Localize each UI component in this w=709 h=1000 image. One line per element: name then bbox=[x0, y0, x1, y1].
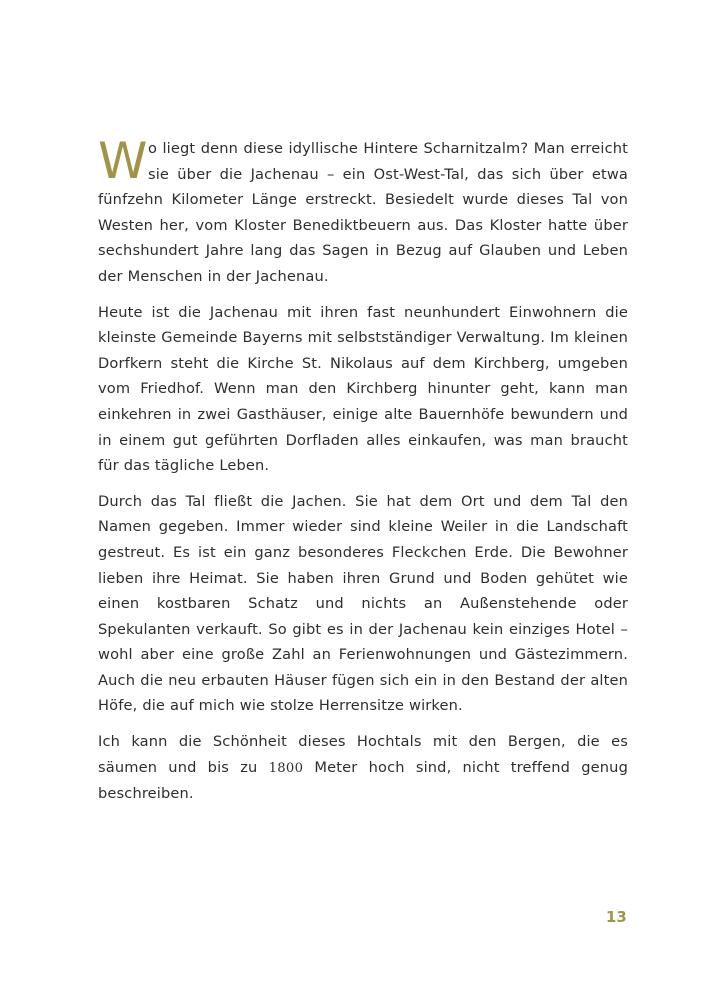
paragraph-1-text: o liegt denn diese idyllische Hintere Scharnitzalm? Man erreicht sie über die Jachenau – ein Ost-West-Tal, das sich über etwa fünfzehn Kilometer Länge erstreckt. Besiedelt wurde dieses Tal von Westen her, vom Kloster Benediktbeuern aus. Das Kloster hatte über sechshundert Jahre lang das Sagen in Bezug auf Glauben und Leben der Menschen in der Jachenau. bbox=[98, 140, 628, 285]
paragraph-4-text-after-number: Meter hoch sind, nicht treffend genug beschreiben. bbox=[98, 758, 628, 803]
drop-cap-letter: W bbox=[98, 132, 147, 190]
paragraph-2: Heute ist die Jachenau mit ihren fast neunhundert Einwohnern die kleinste Gemeinde Bayerns mit selbstständiger Verwaltung. Im kleinen Dorfkern steht die Kirche St. Nikolaus auf dem Kirchberg, umgeben vom Friedhof. Wenn man den Kirchberg hinunter geht, kann man einkehren in zwei Gasthäuser, einige alte Bauernhöfe bewundern und in einem gut geführten Dorfladen alles einkaufen, was man braucht für das tägliche Leben. bbox=[98, 303, 628, 475]
body-text-column bbox=[98, 132, 628, 807]
paragraph-4-text-before-number: Ich kann die Schönheit dieses Hochtals mit den Bergen, die es säumen und bis zu bbox=[98, 733, 628, 776]
paragraph-4 bbox=[98, 729, 628, 807]
page-number: 13 bbox=[605, 908, 627, 926]
paragraph-3: Durch das Tal fließt die Jachen. Sie hat dem Ort und dem Tal den Namen gegeben. Immer wieder sind kleine Weiler in die Landschaft gestreut. Es ist ein ganz besonderes Fleckchen Erde. Die Bewohner lieben ihre Heimat. Sie haben ihren Grund und Boden gehütet wie einen kostbaren Schatz und nichts an Außenstehende oder Spekulanten verkauft. So gibt es in der Jachenau kein einziges Hotel – wohl aber eine große Zahl an Ferienwohnungen und Gästezimmern. Auch die neu erbauten Häuser fügen sich ein in den Bestand der alten Höfe, die auf mich wie stolze Herrensitze wirken. bbox=[98, 492, 628, 715]
paragraph-1 bbox=[98, 132, 628, 290]
elevation-value: 1800 bbox=[268, 760, 304, 776]
